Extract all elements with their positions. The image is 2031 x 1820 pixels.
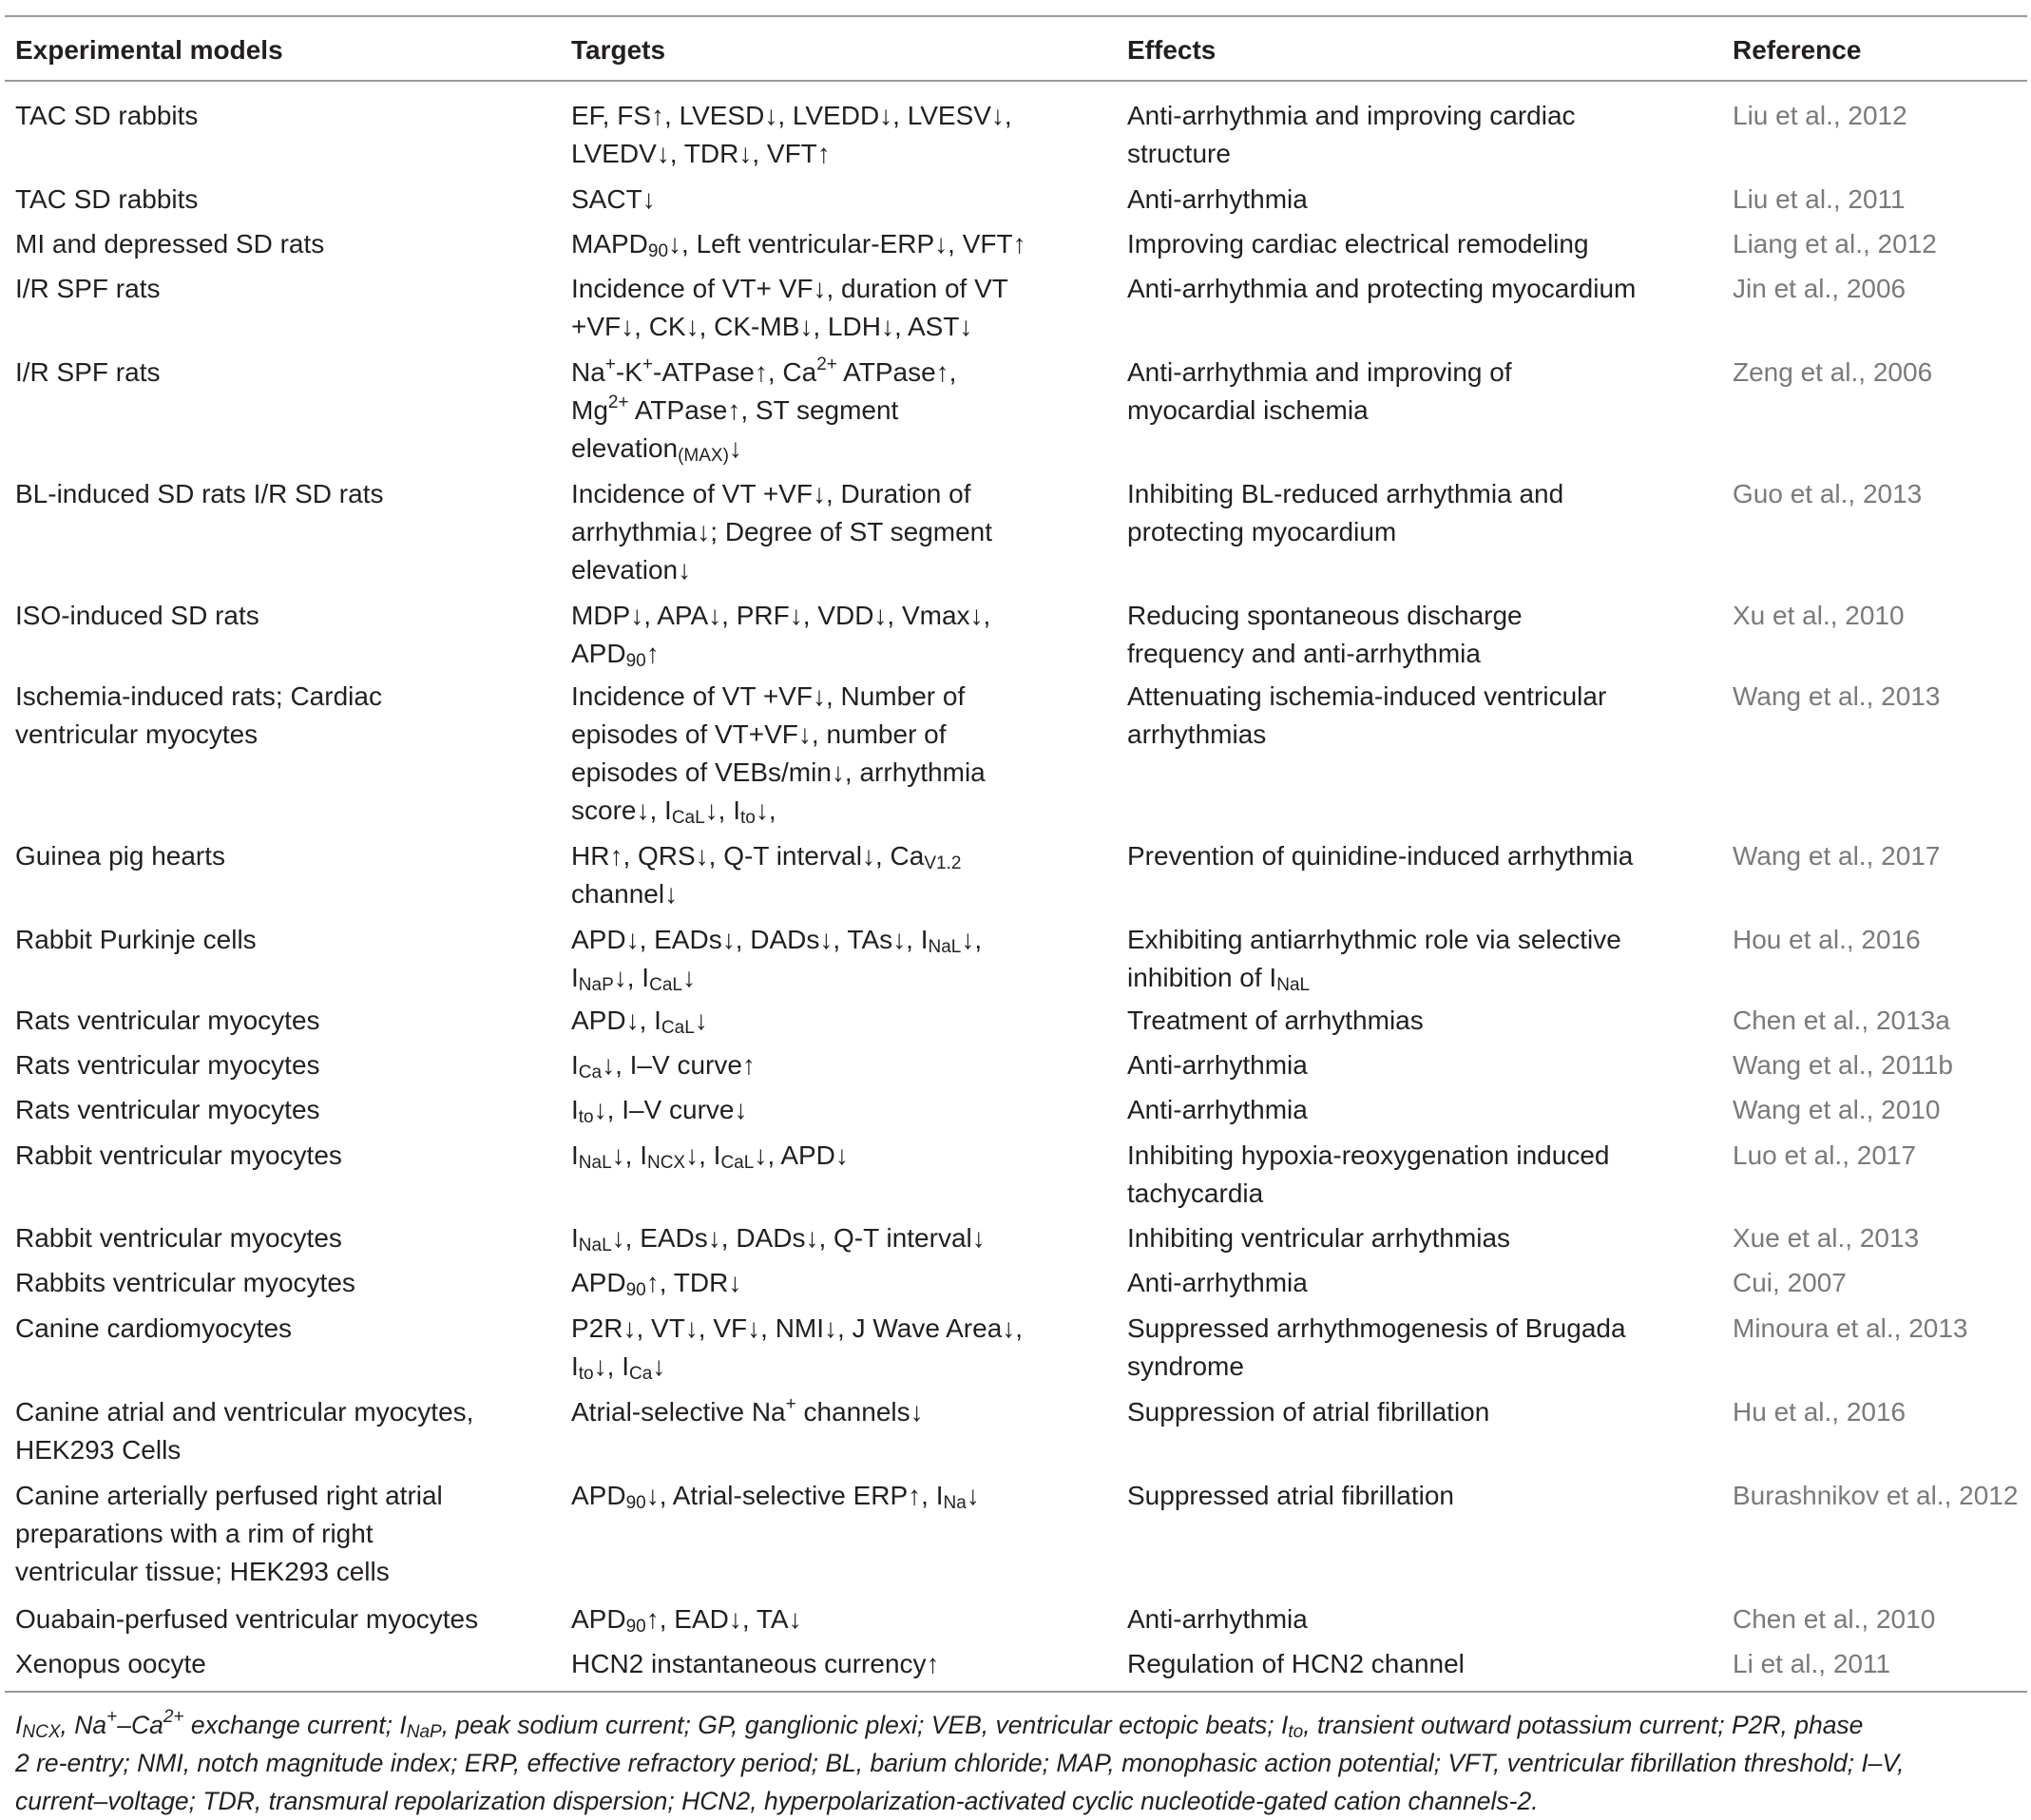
effects-cell (1127, 1091, 1678, 1129)
targets-cell-line: $I_{NaL}↓$, EADs↓, DADs↓, Q-T interval↓ (571, 1223, 986, 1255)
reference-link[interactable]: Wang et al., 2013 (1733, 681, 1941, 711)
effects-cell-line: Regulation of HCN2 channel (1127, 1649, 1465, 1678)
model-cell (15, 1645, 547, 1683)
header-reference: Reference (1733, 35, 1862, 65)
reference-link[interactable]: Xue et al., 2013 (1733, 1223, 1920, 1253)
reference-link[interactable]: Xu et al., 2010 (1733, 601, 1905, 630)
reference-link[interactable]: Wang et al., 2017 (1733, 841, 1941, 871)
model-cell-line: Rabbit ventricular myocytes (15, 1223, 342, 1253)
reference-link[interactable]: Zeng et al., 2006 (1733, 357, 1933, 387)
targets-cell-line: elevation$_{(MAX)}$↓ (571, 433, 742, 466)
targets-cell-line: Na+-K+-ATPase↑, $Ca^{2+}$ ATPase↑, (571, 354, 957, 387)
targets-cell-line: Atrial-selective Na+ channels↓ (571, 1394, 924, 1427)
model-cell (15, 597, 547, 635)
targets-cell-line: APD↓, EADs↓, DADs↓, TAs↓, $I_{NaL}↓$, (571, 925, 983, 957)
table-footnote (15, 1706, 2025, 1820)
model-cell-line: Ouabain-perfused ventricular myocytes (15, 1604, 479, 1634)
model-cell-line: I/R SPF rats (15, 274, 161, 303)
targets-cell-line: $I_{NaP}↓$, $I_{CaL}↓$ (571, 963, 696, 995)
targets-cell (571, 837, 1046, 913)
targets-cell-line: HR↑, QRS↓, Q-T interval↓, $Ca_{V1.2}$ (571, 841, 962, 873)
reference-link[interactable]: Liang et al., 2012 (1733, 229, 1937, 259)
model-cell (15, 1137, 547, 1175)
reference-link[interactable]: Hu et al., 2016 (1733, 1397, 1906, 1427)
reference-link[interactable]: Li et al., 2011 (1733, 1649, 1891, 1678)
targets-cell (571, 678, 1046, 830)
effects-cell-line: inhibition of $I_{NaL}$ (1127, 963, 1311, 995)
effects-cell (1127, 837, 1678, 875)
model-cell-line: Rabbit ventricular myocytes (15, 1140, 342, 1170)
targets-cell (571, 181, 1046, 219)
effects-cell-line: Inhibiting hypoxia-reoxygenation induced (1127, 1140, 1610, 1170)
targets-cell (571, 1645, 1046, 1683)
effects-cell (1127, 1393, 1678, 1431)
effects-cell-line: Suppression of atrial fibrillation (1127, 1397, 1490, 1427)
effects-cell-line: protecting myocardium (1127, 517, 1397, 546)
effects-cell (1127, 1137, 1678, 1213)
effects-cell (1127, 1264, 1678, 1302)
model-cell-line: TAC SD rabbits (15, 101, 199, 130)
model-cell-line: Rats ventricular myocytes (15, 1006, 320, 1035)
model-cell-line: BL-induced SD rats I/R SD rats (15, 479, 384, 508)
targets-cell-line: episodes of VEBs/min↓, arrhythmia (571, 757, 986, 787)
effects-cell (1127, 1600, 1678, 1638)
targets-cell-line: P2R↓, VT↓, VF↓, NMI↓, J Wave Area↓, (571, 1313, 1024, 1343)
effects-cell (1127, 181, 1678, 219)
model-cell (15, 921, 547, 959)
effects-cell-line: arrhythmias (1127, 719, 1267, 749)
reference-link[interactable]: Wang et al., 2010 (1733, 1095, 1941, 1124)
targets-cell (571, 97, 1046, 173)
model-cell (15, 1002, 547, 1040)
effects-cell (1127, 354, 1678, 430)
targets-cell (571, 270, 1046, 346)
targets-cell-line: $APD_{90}↓$, Atrial-selective ERP↑, $I_{Na}↓$ (571, 1481, 980, 1513)
model-cell (15, 181, 547, 219)
model-cell-line: Guinea pig hearts (15, 841, 226, 871)
model-cell (15, 1477, 547, 1591)
targets-cell (571, 921, 1046, 997)
model-cell (15, 1600, 547, 1638)
targets-cell-line: arrhythmia↓; Degree of ST segment (571, 517, 993, 546)
effects-cell-line: Anti-arrhythmia and improving of (1127, 357, 1512, 387)
targets-cell-line: SACT↓ (571, 184, 656, 214)
reference-link[interactable]: Liu et al., 2011 (1733, 184, 1906, 214)
effects-cell-line: Anti-arrhythmia and protecting myocardium (1127, 274, 1637, 303)
reference-link[interactable]: Guo et al., 2013 (1733, 479, 1923, 508)
table-bottom-rule (5, 1691, 2027, 1693)
reference-link[interactable]: Minoura et al., 2013 (1733, 1313, 1968, 1343)
model-cell (15, 97, 547, 135)
targets-cell-line: $APD_{90}↑$ (571, 639, 660, 671)
model-cell (15, 1091, 547, 1129)
effects-cell-line: Anti-arrhythmia (1127, 1268, 1308, 1297)
targets-cell (571, 597, 1046, 673)
reference-link[interactable]: Liu et al., 2012 (1733, 101, 1907, 130)
targets-cell (571, 1046, 1046, 1084)
effects-cell (1127, 475, 1678, 551)
targets-cell-line: elevation↓ (571, 555, 692, 584)
header-targets: Targets (571, 35, 666, 65)
effects-cell-line: Treatment of arrhythmias (1127, 1006, 1424, 1035)
targets-cell-line: $I_{to}↓$, $I_{Ca}↓$ (571, 1351, 666, 1384)
model-cell-line: I/R SPF rats (15, 357, 161, 387)
effects-cell-line: frequency and anti-arrhythmia (1127, 639, 1481, 668)
targets-cell-line: HCN2 instantaneous currency↑ (571, 1649, 940, 1678)
reference-link[interactable]: Jin et al., 2006 (1733, 274, 1906, 303)
footnote-line: current–voltage; TDR, transmural repolarization dispersion; HCN2, hyperpolarization-activated cyclic nucleotide-gated cation channels-2. (15, 1787, 1539, 1815)
effects-cell (1127, 270, 1678, 308)
model-cell (15, 225, 547, 263)
model-cell (15, 1219, 547, 1257)
targets-cell (571, 1393, 1046, 1431)
reference-link[interactable]: Cui, 2007 (1733, 1268, 1847, 1297)
effects-cell-line: Anti-arrhythmia (1127, 1050, 1308, 1080)
targets-cell (571, 1310, 1046, 1386)
targets-cell-line: $Mg^{2+}$ ATPase↑, ST segment (571, 393, 899, 425)
reference-link[interactable]: Wang et al., 2011b (1733, 1050, 1953, 1080)
targets-cell-line: score↓, $I_{CaL}↓$, $I_{to}↓$, (571, 795, 776, 828)
reference-link[interactable]: Hou et al., 2016 (1733, 925, 1921, 954)
model-cell-line: Rats ventricular myocytes (15, 1095, 320, 1124)
effects-cell (1127, 1219, 1678, 1257)
header-experimental-models: Experimental models (15, 35, 283, 65)
effects-cell-line: Inhibiting ventricular arrhythmias (1127, 1223, 1511, 1253)
model-cell-line: Canine arterially perfused right atrial (15, 1481, 443, 1510)
targets-cell-line: +VF↓, CK↓, CK-MB↓, LDH↓, AST↓ (571, 312, 973, 341)
targets-cell-line: APD↓, $I_{CaL}↓$ (571, 1006, 708, 1038)
reference-link[interactable]: Burashnikov et al., 2012 (1733, 1481, 2019, 1510)
model-cell-line: ISO-induced SD rats (15, 601, 259, 630)
header-effects: Effects (1127, 35, 1217, 65)
model-cell (15, 1046, 547, 1084)
model-cell-line: HEK293 Cells (15, 1435, 182, 1465)
effects-cell-line: Suppressed atrial fibrillation (1127, 1481, 1454, 1510)
model-cell-line: Rabbit Purkinje cells (15, 925, 257, 954)
effects-cell-line: tachycardia (1127, 1178, 1264, 1208)
effects-cell (1127, 597, 1678, 673)
model-cell-line: Ischemia-induced rats; Cardiac (15, 681, 382, 711)
model-cell-line: TAC SD rabbits (15, 184, 199, 214)
reference-link[interactable]: Chen et al., 2013a (1733, 1006, 1950, 1035)
model-cell (15, 354, 547, 392)
model-cell-line: Canine cardiomyocytes (15, 1313, 293, 1343)
footnote-line: $I_{NCX}$, $Na^+-Ca^{2+}$ exchange current; $I_{NaP}$, peak sodium current; GP, ganglionic plexi; VEB, ventricular ectopic beats; $I_{to}$, transient outward potassium current; P2R, phase (15, 1707, 1864, 1742)
effects-cell (1127, 225, 1678, 263)
model-cell (15, 270, 547, 308)
targets-cell (571, 1137, 1046, 1175)
model-cell-line: ventricular tissue; HEK293 cells (15, 1557, 390, 1586)
effects-cell (1127, 921, 1678, 997)
targets-cell (571, 354, 1046, 468)
model-cell-line: Canine atrial and ventricular myocytes, (15, 1397, 474, 1427)
reference-link[interactable]: Chen et al., 2010 (1733, 1604, 1936, 1634)
targets-cell (571, 1477, 1046, 1515)
effects-cell (1127, 1002, 1678, 1040)
model-cell-line: preparations with a rim of right (15, 1519, 374, 1548)
table-top-rule (5, 15, 2027, 17)
targets-cell (571, 1002, 1046, 1040)
model-cell-line: ventricular myocytes (15, 719, 259, 749)
table-header-rule (5, 80, 2027, 82)
effects-cell-line: Suppressed arrhythmogenesis of Brugada (1127, 1313, 1626, 1343)
model-cell (15, 1393, 547, 1469)
model-cell (15, 475, 547, 513)
effects-cell-line: Prevention of quinidine-induced arrhythmia (1127, 841, 1634, 871)
model-cell-line: MI and depressed SD rats (15, 229, 325, 259)
effects-cell-line: myocardial ischemia (1127, 395, 1369, 425)
targets-cell (571, 1600, 1046, 1638)
effects-cell-line: Inhibiting BL-reduced arrhythmia and (1127, 479, 1564, 508)
targets-cell-line: $APD_{90}↑$, TDR↓ (571, 1268, 742, 1300)
effects-cell-line: Anti-arrhythmia (1127, 1095, 1308, 1124)
targets-cell (571, 225, 1046, 263)
targets-cell-line: Incidence of VT+ VF↓, duration of VT (571, 274, 1008, 303)
effects-cell-line: Anti-arrhythmia and improving cardiac (1127, 101, 1576, 130)
targets-cell (571, 475, 1046, 589)
effects-cell-line: structure (1127, 139, 1231, 168)
targets-cell-line: Incidence of VT +VF↓, Duration of (571, 479, 971, 508)
reference-link[interactable]: Luo et al., 2017 (1733, 1140, 1917, 1170)
model-cell (15, 1310, 547, 1348)
targets-cell-line: $I_{to}↓$, I–V curve↓ (571, 1095, 748, 1127)
targets-cell (571, 1091, 1046, 1129)
targets-cell-line: MDP↓, APA↓, PRF↓, VDD↓, Vmax↓, (571, 601, 991, 630)
effects-cell-line: syndrome (1127, 1351, 1244, 1381)
model-cell (15, 678, 547, 754)
model-cell-line: Xenopus oocyte (15, 1649, 206, 1678)
effects-cell (1127, 1645, 1678, 1683)
effects-cell-line: Anti-arrhythmia (1127, 184, 1308, 214)
effects-cell (1127, 678, 1678, 754)
targets-cell (571, 1219, 1046, 1257)
effects-cell-line: Exhibiting antiarrhythmic role via selective (1127, 925, 1621, 954)
model-cell-line: Rabbits ventricular myocytes (15, 1268, 355, 1297)
effects-cell (1127, 1046, 1678, 1084)
targets-cell-line: EF, FS↑, LVESD↓, LVEDD↓, LVESV↓, (571, 101, 1012, 130)
targets-cell-line: $I_{Ca}↓$, I–V curve↑ (571, 1050, 756, 1082)
targets-cell-line: channel↓ (571, 879, 679, 909)
effects-cell (1127, 1310, 1678, 1386)
effects-cell-line: Anti-arrhythmia (1127, 1604, 1308, 1634)
effects-cell-line: Attenuating ischemia-induced ventricular (1127, 681, 1607, 711)
targets-cell-line: Incidence of VT +VF↓, Number of (571, 681, 966, 711)
targets-cell (571, 1264, 1046, 1302)
targets-cell-line: $APD_{90}↑$, EAD↓, TA↓ (571, 1604, 802, 1637)
targets-cell-line: $I_{NaL}↓$, $I_{NCX}↓$, $I_{CaL}↓$, APD↓ (571, 1140, 849, 1173)
footnote-line: 2 re-entry; NMI, notch magnitude index; ERP, effective refractory period; BL, barium chloride; MAP, monophasic action potential; VFT, ventricular fibrillation threshold; I–V, (15, 1749, 1905, 1777)
targets-cell-line: LVEDV↓, TDR↓, VFT↑ (571, 139, 831, 168)
model-cell-line: Rats ventricular myocytes (15, 1050, 320, 1080)
targets-cell-line: episodes of VT+VF↓, number of (571, 719, 947, 749)
effects-cell-line: Improving cardiac electrical remodeling (1127, 229, 1589, 259)
model-cell (15, 1264, 547, 1302)
effects-cell-line: Reducing spontaneous discharge (1127, 601, 1523, 630)
model-cell (15, 837, 547, 875)
effects-cell (1127, 1477, 1678, 1515)
effects-cell (1127, 97, 1678, 173)
targets-cell-line: $MAPD_{90}↓$, Left ventricular-ERP↓, VFT↑ (571, 229, 1026, 261)
